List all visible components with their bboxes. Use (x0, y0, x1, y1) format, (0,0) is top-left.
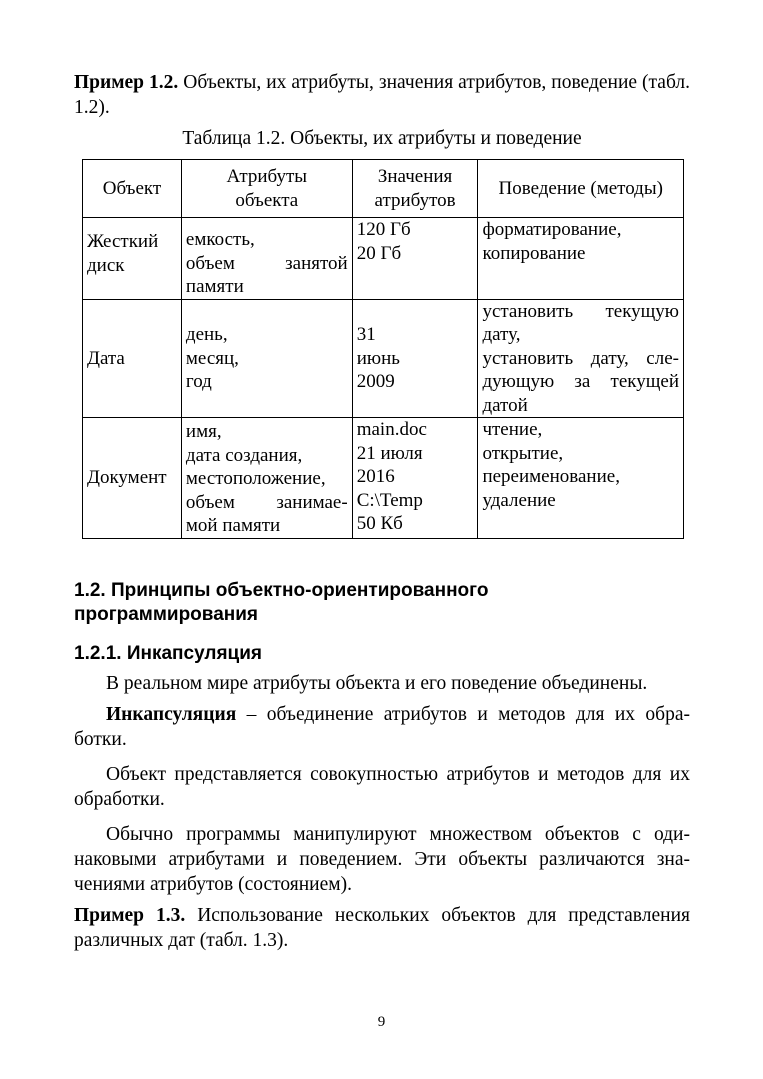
page-content (74, 70, 690, 953)
cell-line: дата создания, (185, 444, 303, 466)
cell-line: 2009 (356, 371, 395, 392)
cell-line: 31 (356, 324, 376, 345)
page-number: 9 (377, 1014, 386, 1030)
cell-values (352, 418, 478, 539)
header-attributes: Атрибуты объекта (181, 160, 352, 218)
header-object: Объект (83, 160, 182, 218)
header-behavior: Поведение (методы) (478, 160, 684, 218)
cell-behavior (478, 299, 684, 418)
cell-object (83, 299, 182, 418)
cell-line: Жесткий (87, 231, 159, 252)
cell-line: открытие, (482, 442, 564, 464)
cell-line: год (185, 371, 212, 392)
cell-line: 20 Гб (356, 242, 402, 264)
cell-line: местоположение, (185, 468, 326, 489)
example-1-2-text: Объекты, их атрибуты, значения атрибутов, поведение (табл. 1.2). (74, 72, 690, 118)
table-1-2-caption: Таблица 1.2. Объекты, их атрибуты и поведение (182, 128, 582, 149)
cell-line: копирование (482, 242, 586, 264)
table-row (83, 299, 684, 418)
cell-line: объем занимае- (185, 491, 348, 513)
subsection-heading: 1.2.1. Инкапсуляция (74, 642, 262, 664)
cell-line: объем занятой (185, 252, 348, 274)
cell-line: памяти (185, 276, 244, 297)
example-1-3-text: Использование нескольких объектов для представления различных дат (табл. 1.3). (74, 904, 690, 951)
cell-line: мой памяти (185, 515, 281, 536)
table-row (83, 218, 684, 300)
cell-line: июнь (356, 347, 400, 369)
cell-line: main.doc (356, 419, 427, 440)
cell-line: 21 июля (356, 442, 423, 464)
cell-behavior (478, 218, 684, 300)
cell-line: емкость, (185, 229, 255, 250)
cell-line: форматирование, (482, 219, 622, 240)
table-row (83, 418, 684, 539)
section-heading-line: программирования (74, 603, 259, 625)
body-paragraph (74, 702, 690, 752)
term-encapsulation: Инкапсуляция (106, 703, 237, 725)
cell-line: Документ (87, 467, 167, 488)
cell-line: установить текущую (482, 300, 679, 322)
cell-object (83, 418, 182, 539)
body-paragraph: Обычно программы манипулируют множеством объектов с оди-наковыми атрибутами и поведением. Эти объекты различаются зна-чениями атрибутов (состоянием). (74, 823, 690, 895)
cell-attributes (181, 299, 352, 418)
example-1-3-label: Пример 1.3. (74, 904, 186, 926)
cell-line: 2016 (356, 466, 395, 487)
cell-attributes (181, 418, 352, 539)
cell-line: C:\Temp (356, 489, 423, 511)
example-1-3-paragraph (74, 903, 690, 953)
cell-line: 50 Кб (356, 513, 403, 534)
objects-table (82, 159, 684, 539)
header-values: Значения атрибутов (352, 160, 478, 218)
cell-line: месяц, (185, 347, 239, 369)
cell-line: имя, (185, 421, 222, 442)
cell-line: чтение, (482, 419, 543, 440)
term-definition: – объединение атрибутов и методов для их обра-ботки. (74, 703, 690, 750)
example-1-2-paragraph (74, 70, 690, 120)
cell-attributes (181, 218, 352, 300)
cell-object (83, 218, 182, 300)
section-heading (74, 579, 690, 627)
cell-line: дующую за текущей (482, 371, 679, 392)
body-paragraph: Объект представляется совокупностью атрибутов и методов для их обработки. (74, 763, 690, 810)
cell-line: переименование, (482, 466, 620, 487)
cell-behavior (478, 418, 684, 539)
cell-line: датой (482, 394, 528, 416)
cell-line: установить дату, сле- (482, 347, 679, 369)
cell-line: день, (185, 324, 228, 345)
cell-values (352, 299, 478, 418)
cell-line: удаление (482, 489, 556, 511)
cell-line: Дата (87, 347, 125, 369)
section-heading-line: 1.2. Принципы объектно-ориентированного (74, 579, 489, 601)
cell-line: 120 Гб (356, 219, 411, 240)
table-header-row (83, 160, 684, 218)
example-1-2-label: Пример 1.2. (74, 72, 179, 93)
cell-line: диск (87, 254, 125, 276)
cell-line: дату, (482, 324, 521, 345)
body-paragraph: В реальном мире атрибуты объекта и его поведение объединены. (106, 672, 648, 694)
cell-values (352, 218, 478, 300)
